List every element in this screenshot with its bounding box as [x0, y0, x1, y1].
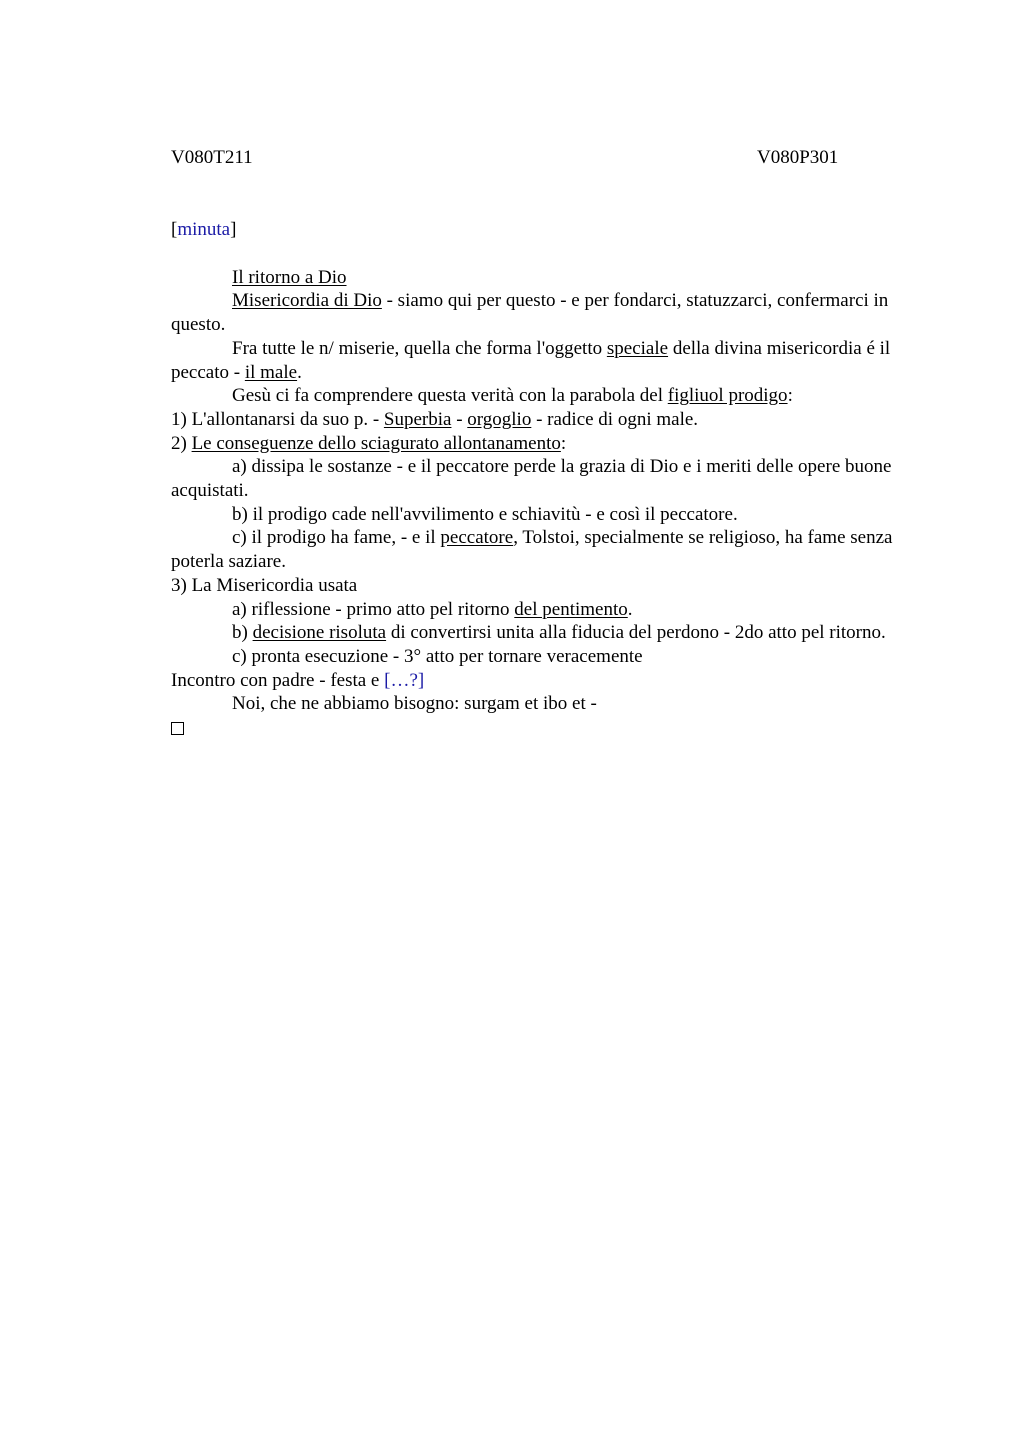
- paragraph-1: Misericordia di Dio - siamo qui per questo - e per fondarci, statuzzarci, confermarci in questo.: [171, 290, 889, 336]
- paragraph-2: Fra tutte le n/ miserie, quella che forma l'oggetto speciale della divina misericordia é il peccato - il male.: [171, 337, 891, 383]
- list-item-3a: a) riflessione - primo atto pel ritorno del pentimento.: [232, 598, 633, 620]
- page-header: [171, 146, 931, 170]
- document-title: Il ritorno a Dio: [232, 266, 347, 288]
- minuta-label: minuta: [177, 219, 231, 240]
- closing-line: Noi, che ne abbiamo bisogno: surgam et ibo et -: [232, 693, 597, 715]
- list-item-3: 3) La Misericordia usata: [171, 574, 358, 596]
- unclear-word-marker: …?: [390, 669, 418, 691]
- list-item-3b: b) decisione risoluta di convertirsi unita alla fiducia del perdono - 2do atto pel ritorno.: [232, 622, 886, 644]
- incontro-line: Incontro con padre - festa e […?]: [171, 669, 425, 691]
- list-item-1: 1) L'allontanarsi da suo p. - Superbia - orgoglio - radice di ogni male.: [171, 408, 699, 430]
- paragraph-3: Gesù ci fa comprendere questa verità con la parabola del figliuol prodigo:: [232, 385, 793, 407]
- header-right-code: V080P301: [757, 147, 839, 168]
- list-item-3c: c) pronta esecuzione - 3° atto per tornare veracemente: [232, 645, 643, 667]
- list-item-2a: a) dissipa le sostanze - e il peccatore perde la grazia di Dio e i meriti delle opere buone acquistati.: [171, 456, 892, 502]
- minuta-tag: [minuta]: [171, 219, 237, 240]
- end-mark: [171, 716, 931, 742]
- document-page: [171, 146, 931, 742]
- empty-square-icon: [171, 722, 184, 735]
- list-item-2b: b) il prodigo cade nell'avvilimento e schiavitù - e così il peccatore.: [232, 503, 738, 525]
- list-item-2c: c) il prodigo ha fame, - e il peccatore, Tolstoi, specialmente se religioso, ha fame senza poterla saziare.: [171, 527, 893, 573]
- header-left-code: V080T211: [171, 147, 253, 168]
- list-item-2: 2) Le conseguenze dello sciagurato allontanamento:: [171, 432, 567, 454]
